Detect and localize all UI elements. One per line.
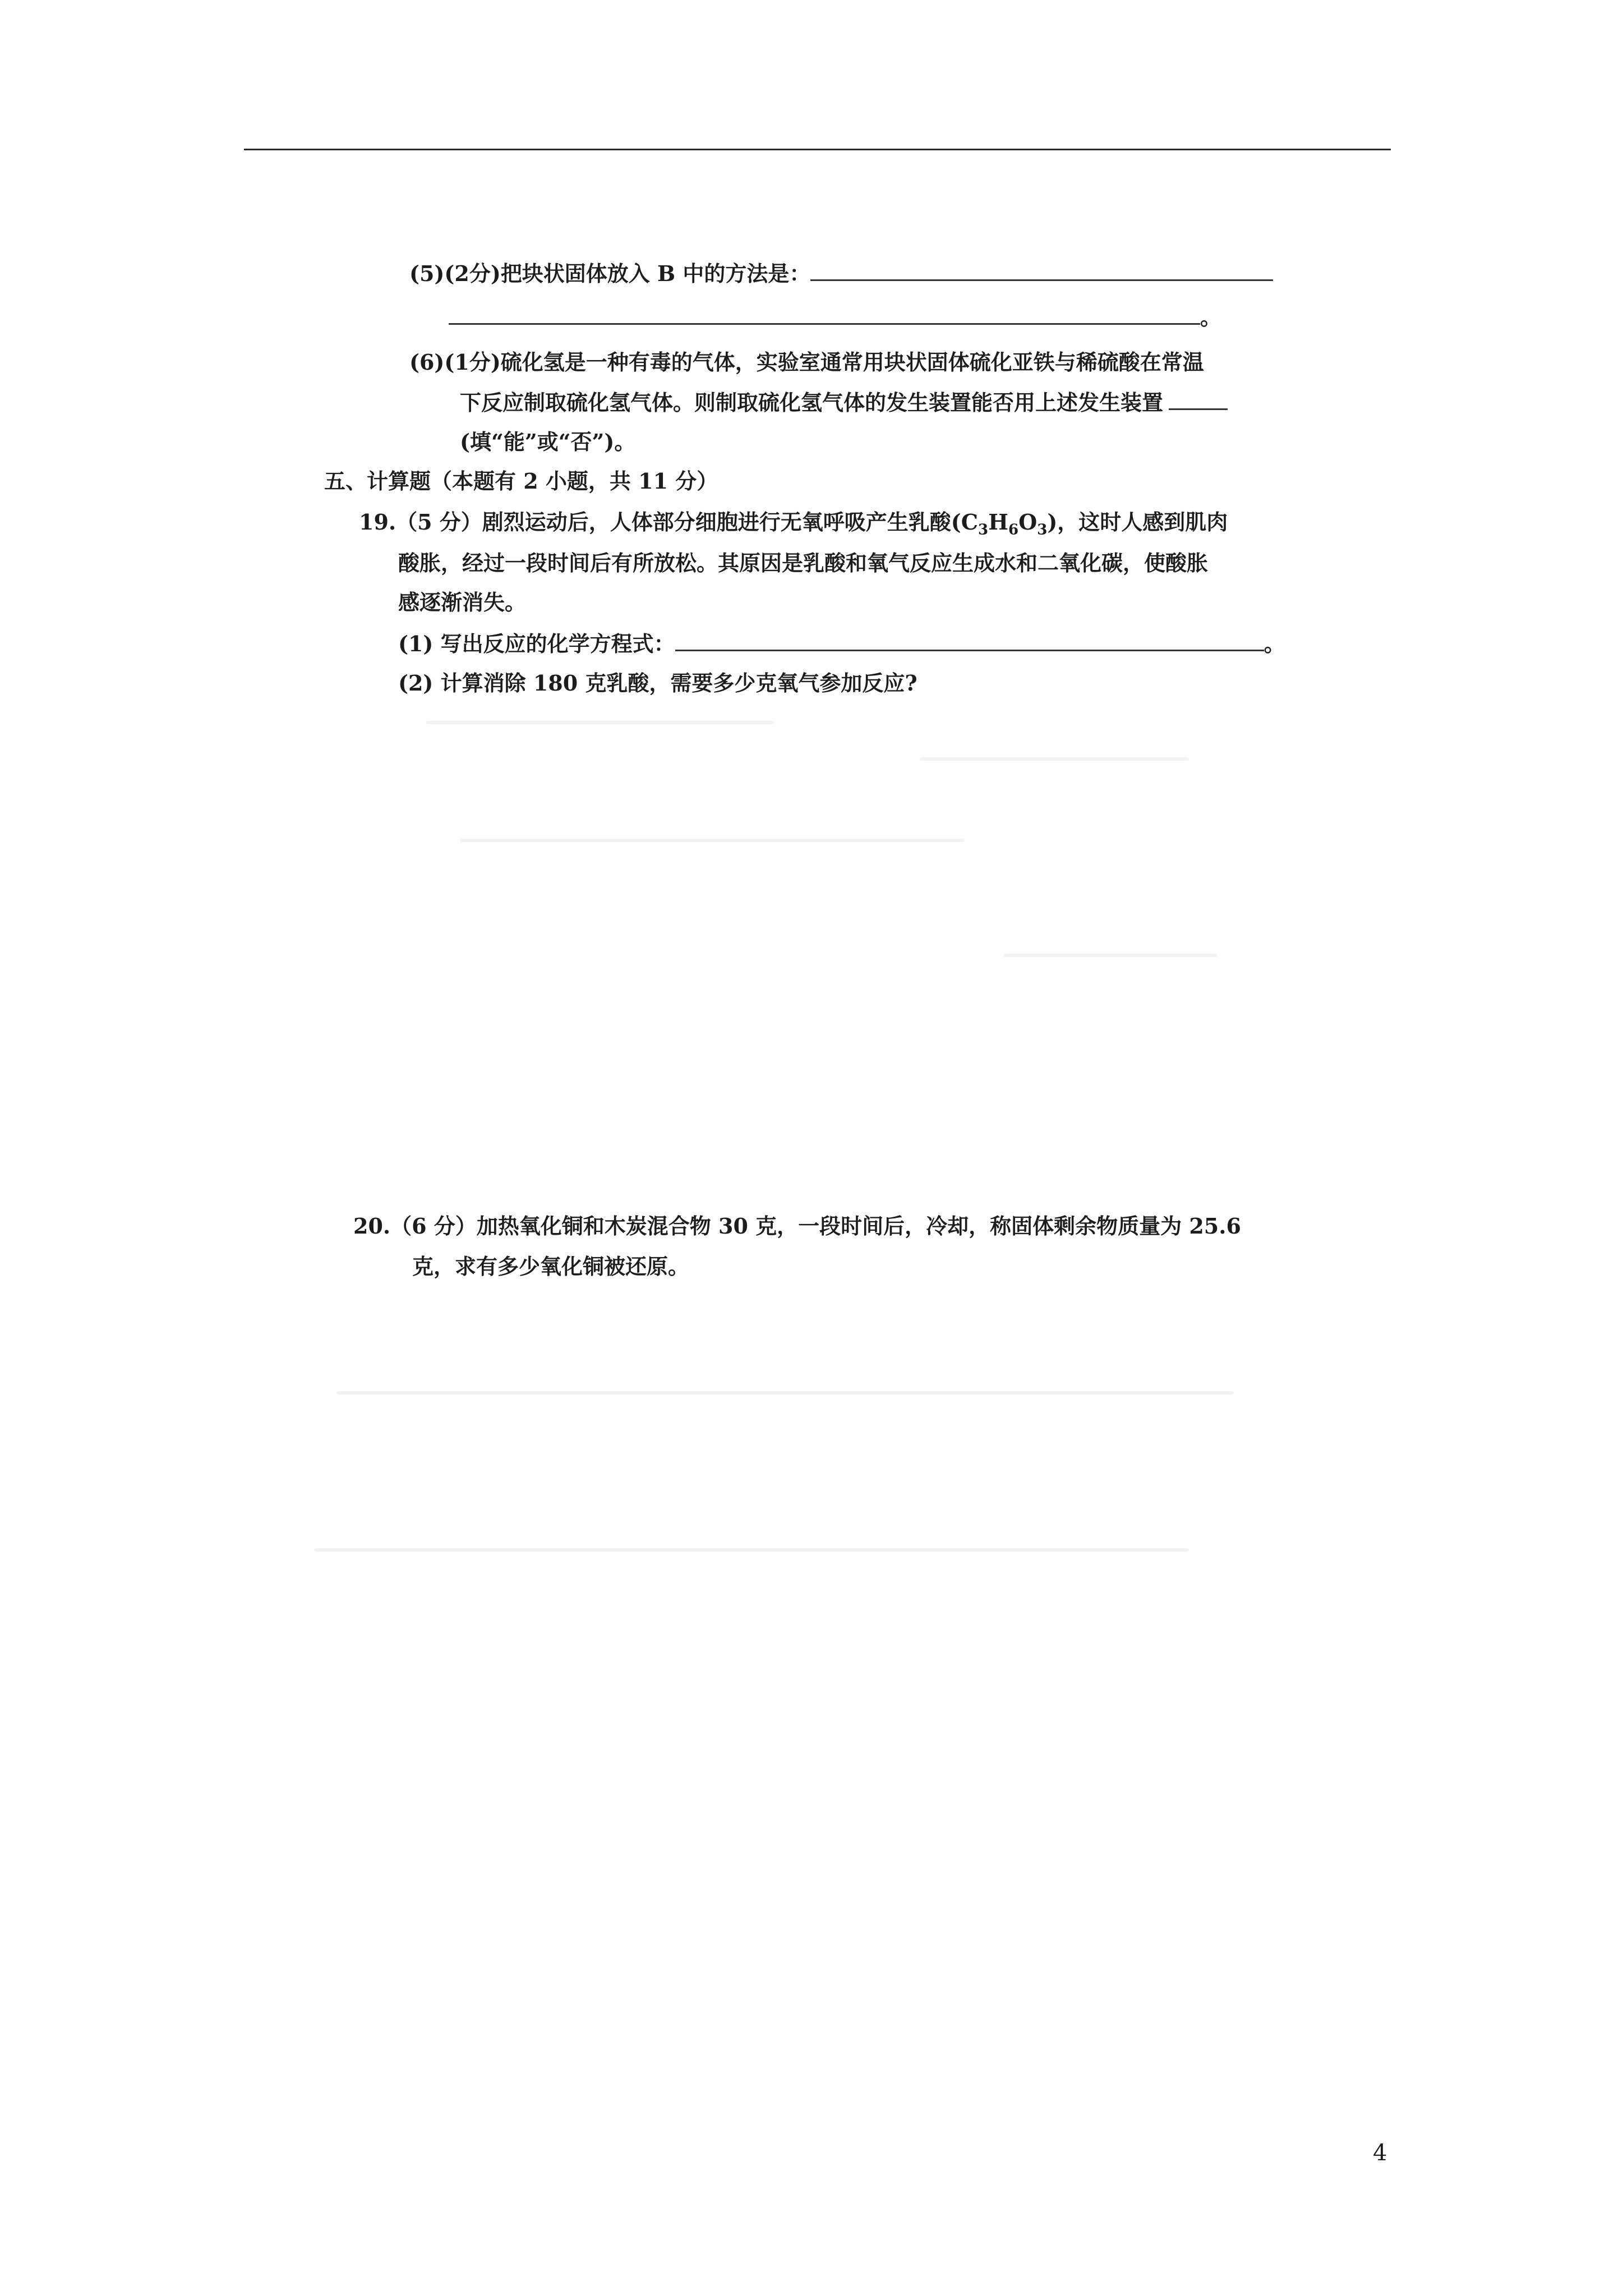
q18-part6-line2 [460, 388, 1228, 417]
q19-line3 [398, 588, 526, 617]
q19-line2 [398, 549, 1208, 578]
bleed-through-smudge [426, 721, 774, 724]
q18-part6-line1 [409, 348, 1204, 377]
q19-line1 [359, 508, 1228, 545]
answer-blank[interactable] [1169, 389, 1228, 410]
subscript: 3 [978, 521, 989, 539]
q18-part5-text: (5)(2分)把块状固体放入 B 中的方法是： [409, 261, 811, 286]
section-title-text: 五、计算题（本题有 2 小题，共 11 分） [324, 468, 718, 494]
q20-text-2: 克，求有多少氧化铜被还原。 [412, 1254, 690, 1279]
q20-line1 [353, 1212, 1241, 1241]
q19-text-a: 19.（5 分）剧烈运动后，人体部分细胞进行无氧呼吸产生乳酸(C [359, 509, 979, 535]
q19-subquestion-1 [398, 629, 1285, 659]
subscript: 6 [1008, 521, 1019, 539]
q20-text-1: 20.（6 分）加热氧化铜和木炭混合物 30 克，一段时间后，冷却，称固体剩余物质量为 25.6 [353, 1213, 1241, 1239]
answer-blank[interactable] [810, 260, 1273, 281]
bleed-through-smudge [336, 1391, 1234, 1395]
q20-line2 [412, 1252, 689, 1281]
q18-part5-continuation [449, 303, 1221, 332]
q19-sub1-end: 。 [1264, 631, 1285, 656]
section-title [324, 467, 718, 496]
bleed-through-smudge [460, 839, 965, 842]
q18-part5 [409, 259, 1273, 288]
formula-part: H [988, 509, 1009, 535]
bleed-through-smudge [920, 757, 1189, 761]
bleed-through-smudge [314, 1548, 1189, 1552]
q18-part6-line3 [460, 427, 635, 457]
q19-sub2-text: (2) 计算消除 180 克乳酸，需要多少克氧气参加反应? [398, 670, 917, 696]
q18-part6-text-1: (6)(1分)硫化氢是一种有毒的气体，实验室通常用块状固体硫化亚铁与稀硫酸在常温 [409, 349, 1204, 375]
subscript: 3 [1037, 521, 1048, 539]
q18-part5-end: 。 [1200, 305, 1222, 330]
q18-part6-text-2: 下反应制取硫化氢气体。则制取硫化氢气体的发生装置能否用上述发生装置 [460, 390, 1164, 415]
page-number: 4 [1373, 2140, 1387, 2166]
formula-part: O [1018, 509, 1038, 535]
answer-blank[interactable] [449, 304, 1200, 325]
answer-blank[interactable] [675, 631, 1264, 651]
q19-subquestion-2 [398, 669, 917, 698]
q19-text-2: 酸胀，经过一段时间后有所放松。其原因是乳酸和氧气反应生成水和二氧化碳，使酸胀 [398, 550, 1209, 576]
header-rule [244, 149, 1391, 150]
q18-part6-text-3: (填“能”或“否”)。 [460, 429, 636, 454]
q19-text-3: 感逐渐消失。 [398, 590, 527, 615]
q19-text-b: )，这时人感到肌肉 [1047, 509, 1228, 535]
bleed-through-smudge [1004, 954, 1217, 957]
q19-sub1-text: (1) 写出反应的化学方程式： [398, 631, 675, 656]
